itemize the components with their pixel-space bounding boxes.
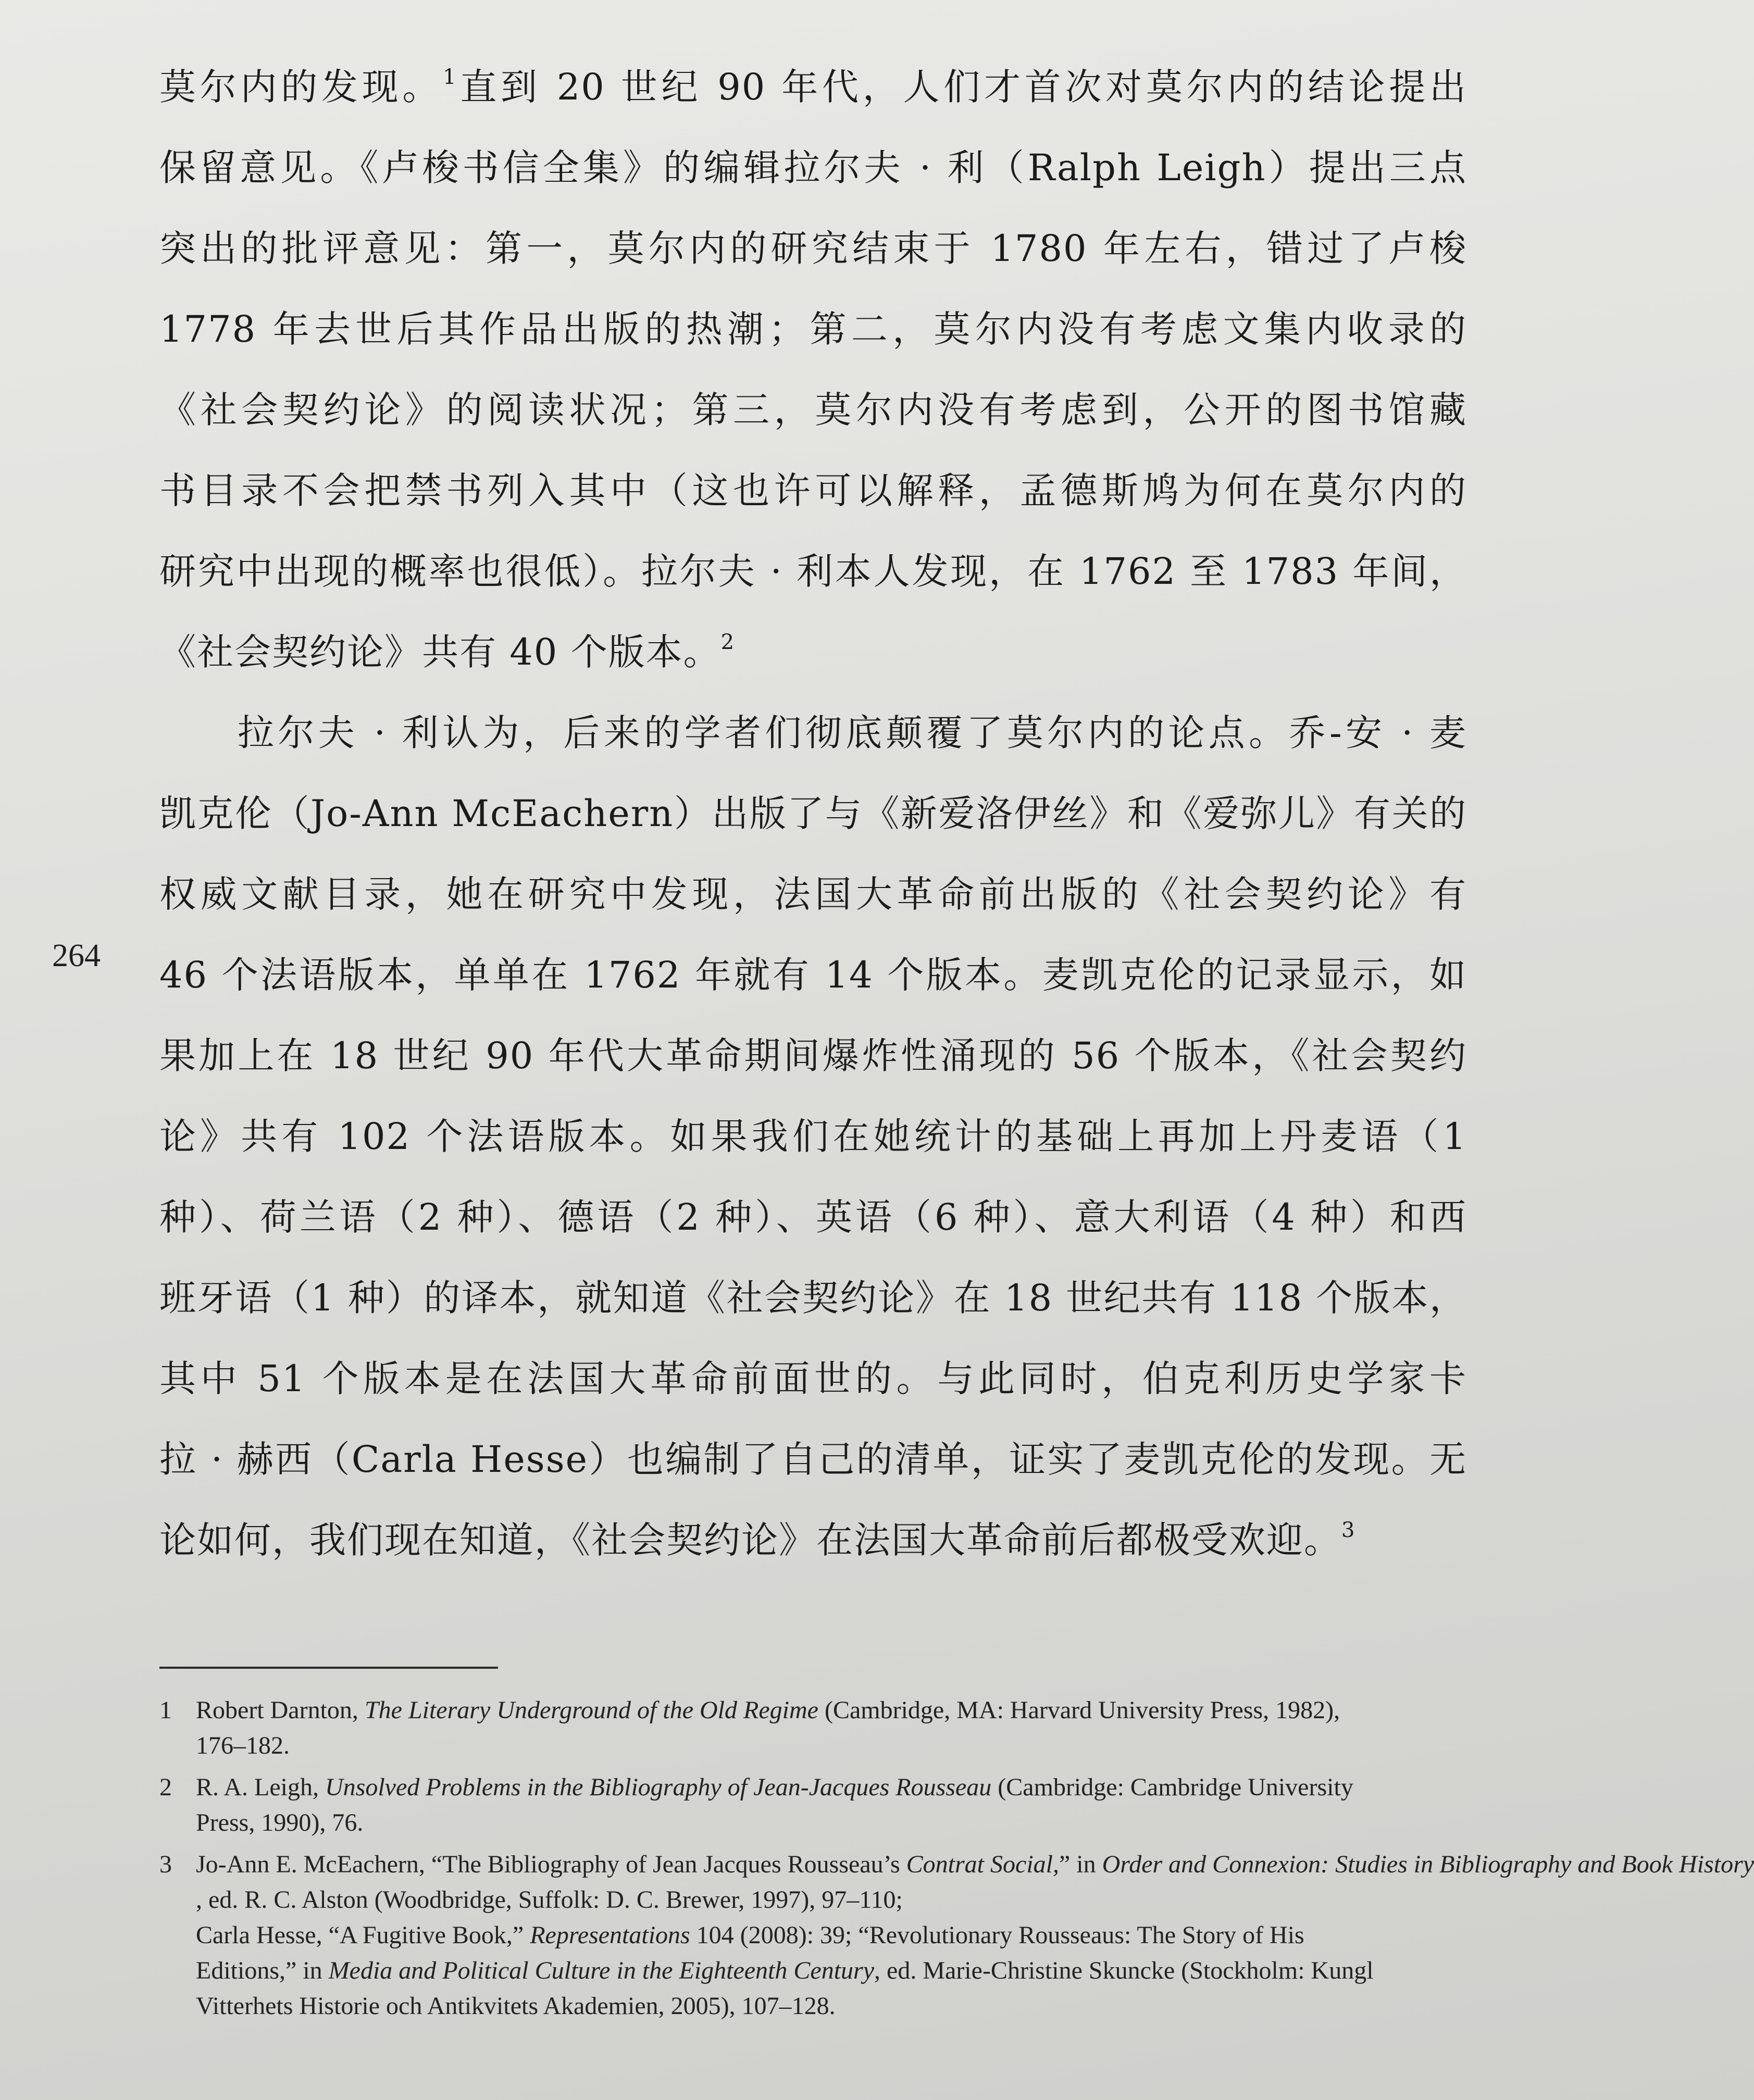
text-line: 其中 51 个版本是在法国大革命前面世的。与此同时，伯克利历史学家卡	[159, 1357, 1467, 1400]
text-line: 凯克伦（Jo-Ann McEachern）出版了与《新爱洛伊丝》和《爱弥儿》有关的	[159, 792, 1467, 835]
footnote-line: Vitterhets Historie och Antikvitets Akademien, 2005), 107–128.	[196, 1992, 836, 2020]
footnote-2	[159, 1770, 1462, 1841]
text-line: 班牙语（1 种）的译本，就知道《社会契约论》在 18 世纪共有 118 个版本，	[159, 1277, 1467, 1319]
text-line: 46 个法语版本，单单在 1762 年就有 14 个版本。麦凯克伦的记录显示，如	[159, 954, 1467, 996]
text-line: 《社会契约论》的阅读状况；第三，莫尔内没有考虑到，公开的图书馆藏	[159, 389, 1467, 431]
footnote-divider	[159, 1667, 498, 1669]
text-line: 1778 年去世后其作品出版的热潮；第二，莫尔内没有考虑文集内收录的	[159, 308, 1467, 351]
text-line: 保留意见。《卢梭书信全集》的编辑拉尔夫 · 利（Ralph Leigh）提出三点	[159, 146, 1467, 189]
footnotes	[159, 1693, 1754, 2030]
text-line: 莫尔内的发现。$^1$直到 20 世纪 90 年代，人们才首次对莫尔内的结论提出	[159, 65, 1467, 108]
page-number: 264	[52, 938, 101, 973]
footnote-3	[159, 1847, 1754, 2024]
footnote-line: Press, 1990), 76.	[196, 1809, 364, 1836]
text-line: 果加上在 18 世纪 90 年代大革命期间爆炸性涌现的 56 个版本，《社会契约	[159, 1034, 1467, 1077]
text-line: 拉尔夫 · 利认为，后来的学者们彻底颠覆了莫尔内的论点。乔-安 · 麦	[238, 711, 1467, 754]
text-line: 论如何，我们现在知道，《社会契约论》在法国大革命前后都极受欢迎。$^3$	[159, 1518, 1356, 1561]
footnote-number: 2	[159, 1773, 172, 1801]
text-line: 书目录不会把禁书列入其中（这也许可以解释，孟德斯鸠为何在莫尔内的	[159, 469, 1467, 512]
text-line: 论》共有 102 个法语版本。如果我们在她统计的基础上再加上丹麦语（1	[159, 1115, 1467, 1158]
text-line: 研究中出现的概率也很低）。拉尔夫 · 利本人发现，在 1762 至 1783 年间，	[159, 550, 1467, 593]
footnote-line: 176–182.	[196, 1732, 290, 1759]
text-line: 突出的批评意见：第一，莫尔内的研究结束于 1780 年左右，错过了卢梭	[159, 227, 1467, 270]
footnote-line: Editions,” in Media and Political Culture in the Eighteenth Century, ed. Marie-Christine Skuncke (Stockholm: Kungl	[196, 1957, 1374, 1984]
footnote-line: Jo-Ann E. McEachern, “The Bibliography of Jean Jacques Rousseau’s Contrat Social,” in Order and Connexion: Studies in Bibliography and Book History	[196, 1851, 1754, 1878]
paragraph-1	[159, 47, 1467, 693]
footnote-line: Carla Hesse, “A Fugitive Book,” Representations 104 (2008): 39; “Revolutionary Rousseaus: The Story of His	[196, 1921, 1304, 1949]
footnote-ref-3[interactable]: 3	[1341, 1518, 1356, 1542]
footnote-number: 3	[159, 1851, 172, 1878]
text-line: 种）、荷兰语（2 种）、德语（2 种）、英语（6 种）、意大利语（4 种）和西	[159, 1196, 1467, 1239]
footnote-1	[159, 1693, 1462, 1764]
footnote-line: Robert Darnton, The Literary Underground of the Old Regime (Cambridge, MA: Harvard University Press, 1982),	[196, 1696, 1340, 1724]
paragraph-2	[159, 693, 1467, 1581]
footnote-ref-2[interactable]: 2	[720, 630, 736, 654]
text-line: 权威文献目录，她在研究中发现，法国大革命前出版的《社会契约论》有	[159, 873, 1467, 916]
footnote-number: 1	[159, 1696, 172, 1724]
footnote-ref-1[interactable]: 1	[443, 65, 457, 89]
main-text	[159, 47, 1467, 1581]
footnote-line: R. A. Leigh, Unsolved Problems in the Bibliography of Jean-Jacques Rousseau (Cambridge: Cambridge University	[196, 1773, 1353, 1801]
text-line: 拉 · 赫西（Carla Hesse）也编制了自己的清单，证实了麦凯克伦的发现。无	[159, 1438, 1467, 1481]
footnote-line: , ed. R. C. Alston (Woodbridge, Suffolk: D. C. Brewer, 1997), 97–110;	[196, 1886, 903, 1914]
text-line: 《社会契约论》共有 40 个版本。$^2$	[159, 630, 736, 673]
